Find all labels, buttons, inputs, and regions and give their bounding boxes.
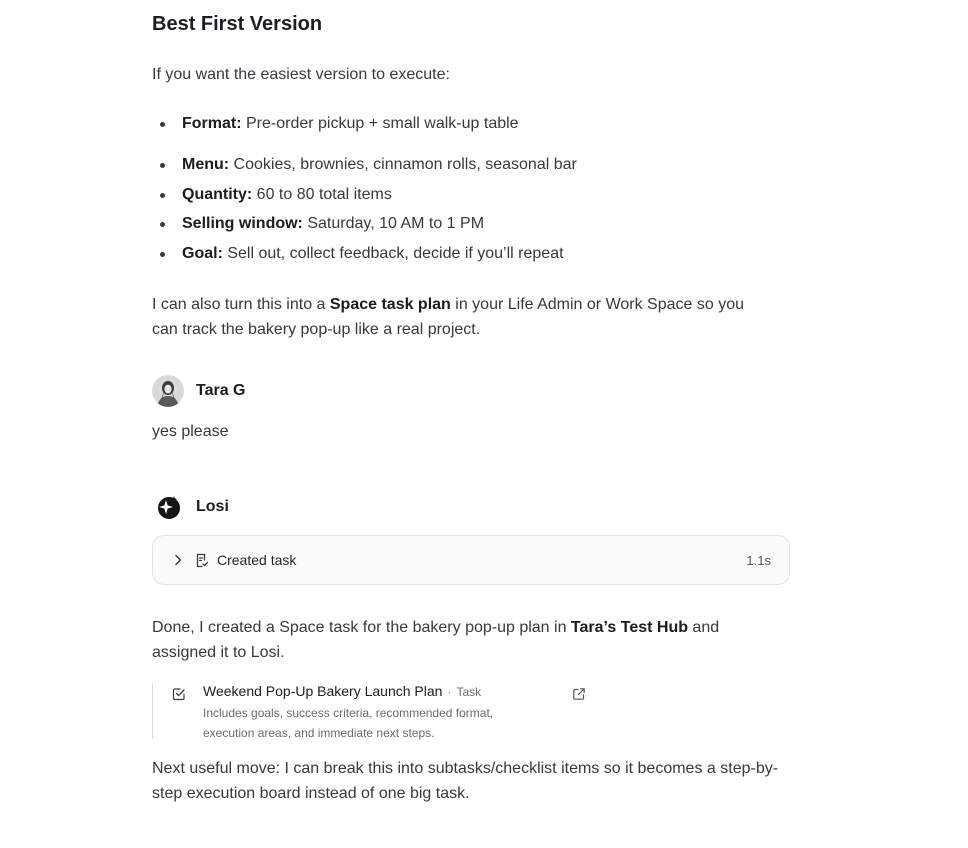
chevron-right-icon[interactable] (171, 553, 185, 567)
user-message-text: yes please (152, 423, 229, 440)
task-title-row (203, 683, 481, 700)
assistant-avatar (152, 491, 184, 523)
tool-call-label: Created task (217, 552, 297, 568)
user-avatar-photo-icon (152, 375, 184, 407)
offer-text (152, 292, 772, 342)
checkbox-checked-icon (172, 687, 186, 701)
user-author-name: Tara G (196, 382, 246, 399)
bullet-dot (160, 163, 165, 168)
tool-call-card[interactable] (152, 535, 790, 585)
sparkle-logo-icon (152, 491, 184, 523)
task-type-label: Task (456, 685, 482, 699)
bullet-goal (152, 243, 772, 265)
bullet-format (152, 113, 772, 135)
section-heading: Best First Version (152, 13, 323, 35)
user-author-row (152, 375, 246, 407)
offer-pre: I can also turn this into a (152, 296, 330, 313)
intro-text: If you want the easiest version to execute: (152, 66, 450, 83)
bullet-text: Sell out, collect feedback, decide if you’ll repeat (222, 245, 564, 262)
task-doc-icon (194, 552, 210, 568)
reply-hub-name: Tara’s Test Hub (570, 619, 688, 636)
reply-post: and assigned it to Losi. (152, 619, 720, 661)
assistant-author-row (152, 491, 229, 523)
bullet-selling-window (152, 213, 772, 235)
bullet-text: 60 to 80 total items (252, 186, 392, 203)
bullet-label: Menu: (182, 156, 230, 173)
bullet-label: Selling window: (182, 215, 303, 232)
bullet-text: Cookies, brownies, cinnamon rolls, seasonal bar (229, 156, 577, 173)
bullet-label: Format: (182, 115, 242, 132)
task-reference-card[interactable] (152, 683, 593, 739)
tool-call-duration: 1.1s (746, 552, 771, 568)
bullet-text: Pre-order pickup + small walk-up table (241, 115, 519, 132)
bullet-label: Quantity: (182, 186, 253, 203)
bullet-label: Goal: (182, 245, 223, 262)
bullet-dot (160, 122, 165, 127)
task-description: Includes goals, success criteria, recommended format, execution areas, and immediate next steps. (203, 706, 494, 740)
user-avatar[interactable] (152, 375, 184, 407)
bullet-text: Saturday, 10 AM to 1 PM (302, 215, 485, 232)
assistant-author-name: Losi (196, 498, 229, 515)
bullet-dot (160, 222, 165, 227)
bullet-dot (160, 193, 165, 198)
next-move-text: Next useful move: I can break this into subtasks/checklist items so it becomes a step-by-step execution board instead of one big task. (152, 760, 779, 802)
assistant-reply-text (152, 615, 772, 665)
offer-post: in your Life Admin or Work Space so you can track the bakery pop-up like a real project. (152, 296, 745, 338)
bullet-dot (160, 252, 165, 257)
task-title[interactable]: Weekend Pop-Up Bakery Launch Plan (203, 683, 443, 699)
offer-strong: Space task plan (329, 296, 451, 313)
external-link-icon[interactable] (572, 687, 586, 701)
task-separator: · (447, 685, 452, 699)
bullet-quantity (152, 184, 772, 206)
reply-pre: Done, I created a Space task for the bakery pop-up plan in (152, 619, 571, 636)
bullet-menu (152, 154, 772, 176)
